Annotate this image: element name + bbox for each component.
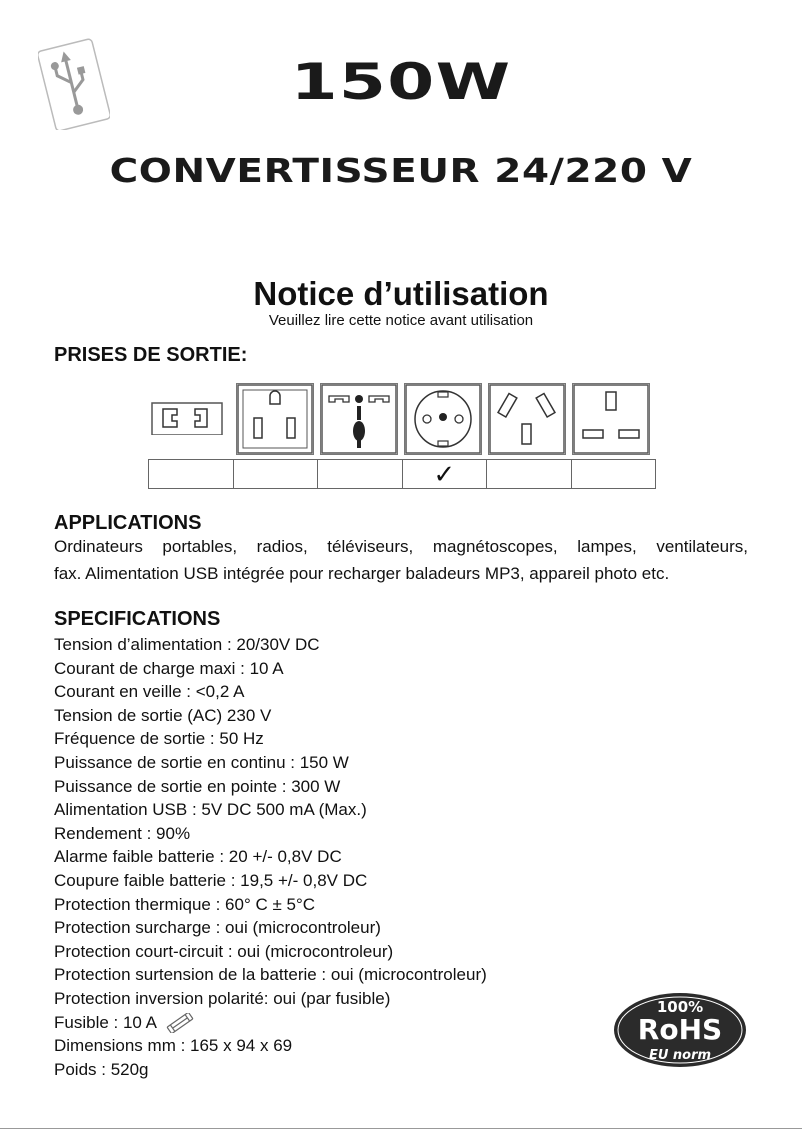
universal-socket-icon: [148, 401, 224, 435]
spec-item: Courant de charge maxi : 10 A: [54, 658, 284, 678]
specifications-heading: SPECIFICATIONS: [54, 608, 221, 630]
spec-item: Tension d’alimentation : 20/30V DC: [54, 635, 320, 654]
spec-item: Protection inversion polarité: oui (par fusible): [54, 988, 391, 1008]
socket-cell-3: [318, 460, 403, 488]
outputs-heading: PRISES DE SORTIE:: [54, 344, 248, 366]
socket-types: [148, 383, 656, 459]
spec-item: Protection surtension de la batterie : oui (microcontroleur): [54, 965, 487, 985]
socket-cell-6: [572, 460, 656, 488]
spec-item: Puissance de sortie en continu : 150 W: [54, 752, 349, 772]
applications-line-2: fax. Alimentation USB intégrée pour recharger baladeurs MP3, appareil photo etc.: [54, 564, 670, 583]
australian-socket-icon: [488, 383, 566, 455]
specifications-list: [54, 633, 614, 1081]
bottom-divider: [0, 1128, 802, 1129]
spec-item: Puissance de sortie en pointe : 300 W: [54, 776, 341, 796]
product-title: CONVERTISSEUR 24/220 V: [109, 151, 693, 190]
spec-item: Courant en veille : <0,2 A: [54, 682, 245, 702]
spec-item: Protection thermique : 60° C ± 5°C: [54, 894, 316, 914]
spec-item: Tension de sortie (AC) 230 V: [54, 705, 272, 725]
applications-text: [54, 533, 748, 587]
rohs-norm: EU norm: [648, 1048, 712, 1063]
fuse-icon: [165, 1013, 195, 1033]
spec-item: Fréquence de sortie : 50 Hz: [54, 729, 264, 749]
rohs-badge-icon: [610, 990, 750, 1070]
rohs-percent: 100%: [656, 998, 704, 1016]
power-rating: 150W: [290, 53, 512, 111]
socket-cell-4-selected: [403, 460, 488, 488]
notice-subtitle: Veuillez lire cette notice avant utilisation: [268, 312, 534, 329]
spec-item: Protection court-circuit : oui (microcontroleur): [54, 941, 394, 961]
applications-line-1: Ordinateurs portables, radios, téléviseurs, magnétoscopes, lampes, ventilateurs,: [54, 537, 748, 556]
applications-heading: APPLICATIONS: [54, 512, 202, 534]
spec-item: Dimensions mm : 165 x 94 x 69: [54, 1036, 293, 1056]
schuko-socket-icon: [404, 383, 482, 455]
socket-selection-row: [148, 459, 656, 489]
us-socket-icon: [236, 383, 314, 455]
socket-cell-2: [234, 460, 319, 488]
uk-universal-socket-icon: [320, 383, 398, 455]
spec-item: Alarme faible batterie : 20 +/- 0,8V DC: [54, 847, 342, 867]
socket-cell-1: [149, 460, 234, 488]
spec-item: Protection surcharge : oui (microcontroleur): [54, 918, 381, 938]
notice-title: Notice d’utilisation: [253, 275, 549, 312]
british-socket-icon: [572, 383, 650, 455]
check-mark-icon: ✓: [433, 459, 456, 489]
spec-item: Alimentation USB : 5V DC 500 mA (Max.): [54, 800, 367, 820]
spec-fuse-text: Fusible : 10 A: [54, 1012, 158, 1032]
spec-item-fuse: [54, 1011, 614, 1035]
socket-cell-5: [487, 460, 572, 488]
spec-item: Coupure faible batterie : 19,5 +/- 0,8V DC: [54, 870, 368, 890]
spec-item: Rendement : 90%: [54, 823, 191, 843]
spec-item: Poids : 520g: [54, 1059, 149, 1079]
rohs-label: RoHS: [637, 1013, 723, 1046]
